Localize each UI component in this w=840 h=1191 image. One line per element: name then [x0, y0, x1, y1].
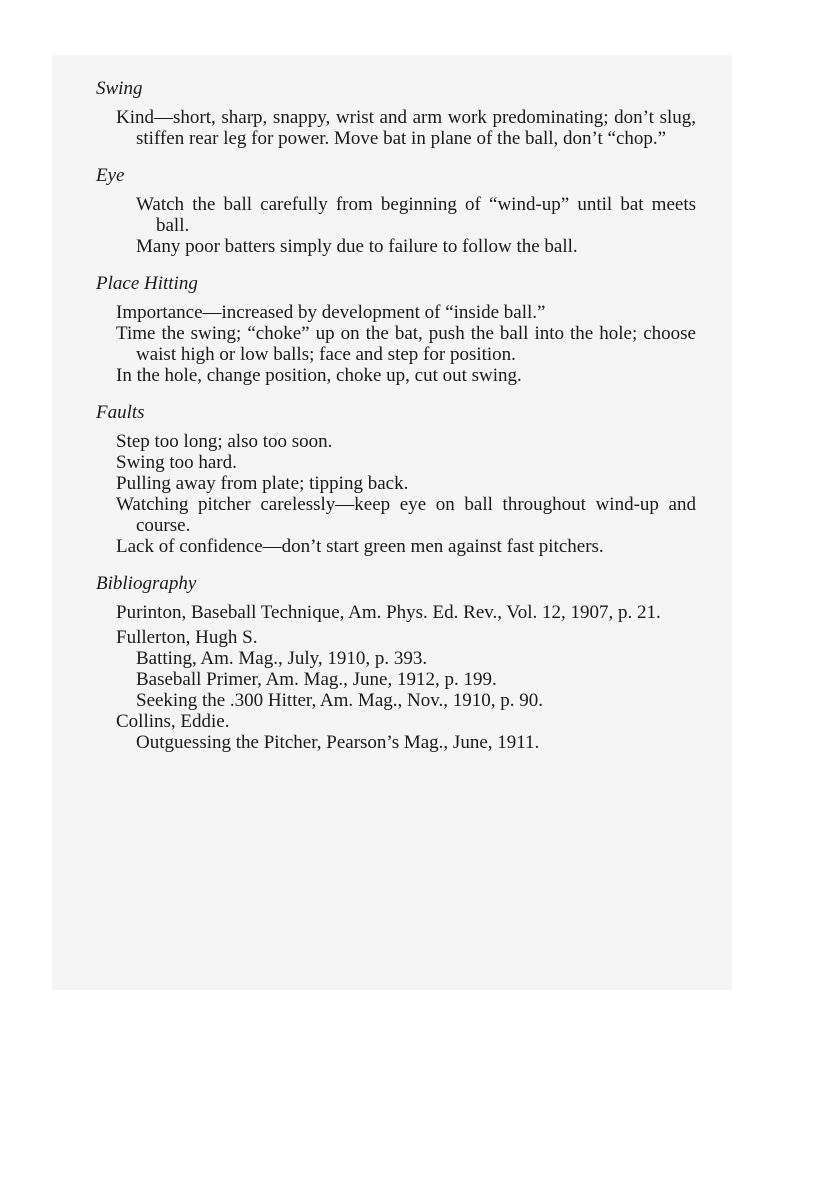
- paragraph: In the hole, change position, choke up, cut out swing.: [116, 365, 522, 386]
- bibliography-entry: Purinton, Baseball Technique, Am. Phys. Ed. Rev., Vol. 12, 1907, p. 21.: [116, 602, 661, 623]
- section-heading: Place Hitting: [96, 273, 198, 294]
- bibliography-entry: Batting, Am. Mag., July, 1910, p. 393.: [136, 648, 428, 669]
- paragraph: Time the swing; “choke” up on the bat, push the ball into the hole; choose waist high or low balls; face and step for position.: [116, 323, 696, 365]
- section-eye: [96, 165, 696, 257]
- bibliography-author: Collins, Eddie.: [116, 711, 230, 732]
- paragraph: Watch the ball carefully from beginning of “wind-up” until bat meets ball.: [136, 194, 696, 236]
- list-item: Swing too hard.: [116, 452, 237, 473]
- list-item: Step too long; also too soon.: [116, 431, 333, 452]
- paragraph: Importance—increased by development of “inside ball.”: [116, 302, 546, 323]
- page-content: [96, 78, 696, 769]
- list-item: Watching pitcher carelessly—keep eye on ball throughout wind-up and course.: [116, 494, 696, 536]
- section-faults: [96, 402, 696, 557]
- bibliography-entry: Outguessing the Pitcher, Pearson’s Mag., June, 1911.: [136, 732, 540, 753]
- section-heading: Bibliography: [96, 573, 197, 594]
- section-heading: Eye: [96, 165, 125, 186]
- section-place-hitting: [96, 273, 696, 386]
- list-item: Lack of confidence—don’t start green men against fast pitchers.: [116, 536, 604, 557]
- section-heading: Faults: [96, 402, 145, 423]
- section-heading: Swing: [96, 78, 143, 99]
- list-item: Pulling away from plate; tipping back.: [116, 473, 409, 494]
- paragraph: Many poor batters simply due to failure to follow the ball.: [136, 236, 578, 257]
- section-swing: [96, 78, 696, 149]
- section-bibliography: [96, 573, 696, 753]
- bibliography-author: Fullerton, Hugh S.: [116, 627, 258, 648]
- bibliography-entry: Baseball Primer, Am. Mag., June, 1912, p. 199.: [136, 669, 497, 690]
- paragraph: Kind—short, sharp, snappy, wrist and arm work predominating; don’t slug, stiffen rear leg for power. Move bat in plane of the ball, don’t “chop.”: [116, 107, 696, 149]
- bibliography-entry: Seeking the .300 Hitter, Am. Mag., Nov., 1910, p. 90.: [136, 690, 543, 711]
